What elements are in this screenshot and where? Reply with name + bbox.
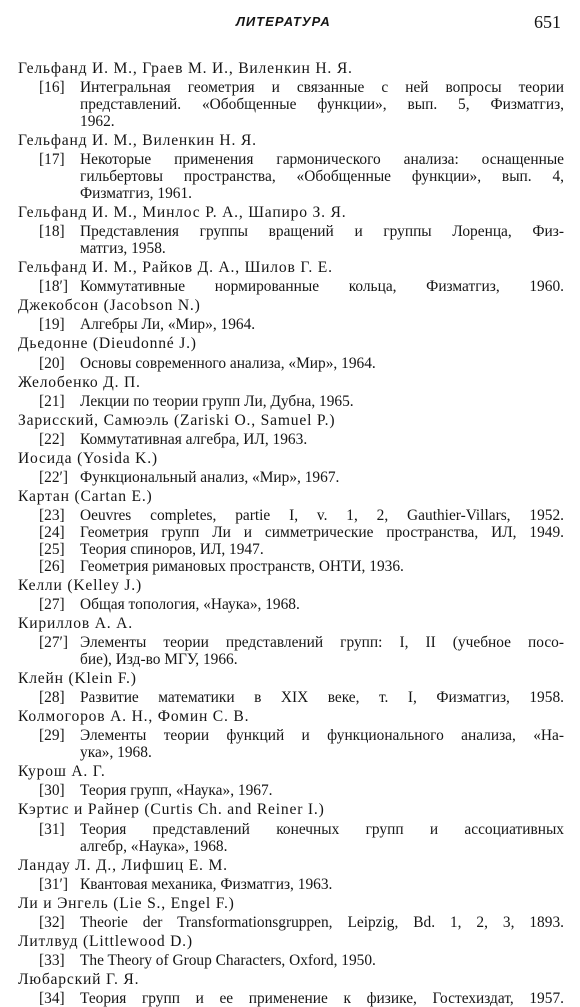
bib-entry-line: Геометрия групп Ли и симметрические пространства, ИЛ, 1949. (80, 523, 564, 541)
bib-author: Зарисский, Самюэль (Zariski O., Samuel P.) (18, 411, 336, 429)
bib-entry-line: ука», 1968. (80, 744, 152, 762)
bib-entry (0, 821, 580, 855)
bib-author: Желобенко Д. П. (18, 373, 141, 391)
page-number: 651 (534, 12, 561, 32)
bib-entry (0, 151, 580, 202)
bib-author: Джекобсон (Jacobson N.) (18, 297, 201, 315)
bib-author: Ли и Энгель (Lie S., Engel F.) (18, 894, 235, 912)
bib-entry (0, 558, 580, 575)
bib-group (0, 706, 580, 761)
running-header (0, 12, 580, 38)
bib-group (0, 410, 580, 448)
bib-entry-line: Геометрия римановых пространств, ОНТИ, 1936. (80, 557, 404, 575)
bib-author: Картан (Cartan E.) (18, 487, 153, 505)
bib-entry-number: [26] (39, 557, 65, 575)
bib-entry-number: [31′] (39, 875, 69, 893)
bib-group (0, 893, 580, 931)
bibliography-list (0, 58, 580, 1007)
bib-entry-number: [25] (39, 540, 65, 558)
bib-entry-number: [18′] (39, 278, 69, 296)
bib-entry (0, 393, 580, 410)
bib-entry (0, 524, 580, 541)
bib-entry-line: Теория групп, «Наука», 1967. (80, 782, 273, 800)
bib-entry (0, 876, 580, 893)
bib-author: Кэртис и Райнер (Curtis Ch. and Reiner I.) (18, 801, 325, 819)
bib-author: Ландау Л. Д., Лифшиц Е. М. (18, 856, 228, 874)
bib-entry-number: [27] (39, 596, 65, 614)
bib-entry-number: [30] (39, 782, 65, 800)
bib-group (0, 575, 580, 613)
bib-author: Гельфанд И. М., Виленкин Н. Я. (18, 132, 257, 150)
bib-entry-line: гильбертовы пространства, «Обобщенные функции», вып. 4, (80, 168, 564, 186)
bib-group (0, 486, 580, 575)
bib-entry (0, 79, 580, 130)
bib-entry (0, 541, 580, 558)
bib-entry (0, 278, 580, 295)
bib-group (0, 931, 580, 969)
bib-entry-number: [33] (39, 951, 65, 969)
running-title: ЛИТЕРАТУРА (236, 14, 331, 29)
bib-entry-line: Основы современного анализа, «Мир», 1964. (80, 354, 376, 372)
bib-entry (0, 596, 580, 613)
bib-author: Дьедонне (Dieudonné J.) (18, 335, 197, 353)
bib-author: Курош А. Г. (18, 763, 106, 781)
bib-entry-line: Некоторые применения гармонического анализа: оснащенные (80, 151, 564, 169)
bib-entry-line: Коммутативная алгебра, ИЛ, 1963. (80, 430, 308, 448)
bib-author: Келли (Kelley J.) (18, 576, 142, 594)
bib-group (0, 969, 580, 1007)
bib-author: Иосида (Yosida K.) (18, 449, 158, 467)
bib-group (0, 613, 580, 668)
bib-entry (0, 431, 580, 448)
bib-entry-number: [19] (39, 316, 65, 334)
bib-group (0, 202, 580, 257)
bib-entry-number: [16] (39, 79, 65, 97)
bib-entry-line: The Theory of Group Characters, Oxford, 1950. (80, 951, 376, 969)
bib-entry-line: Элементы теории представлений групп: I, II (учебное посо- (80, 634, 564, 652)
bib-entry (0, 507, 580, 524)
bib-entry-number: [18] (39, 223, 65, 241)
bib-entry-line: Лекции по теории групп Ли, Дубна, 1965. (80, 392, 354, 410)
bib-group (0, 799, 580, 854)
bib-entry (0, 634, 580, 668)
bib-entry-line: Квантовая механика, Физматгиз, 1963. (80, 875, 333, 893)
bib-entry-line: Функциональный анализ, «Мир», 1967. (80, 468, 340, 486)
bib-author: Литлвуд (Littlewood D.) (18, 932, 193, 950)
bib-author: Гельфанд И. М., Граев М. И., Виленкин Н. Я. (18, 60, 353, 77)
bib-group (0, 333, 580, 371)
bib-entry-line: Theorie der Transformationsgruppen, Leipzig, Bd. 1, 2, 3, 1893. (80, 913, 564, 931)
bib-entry-line: алгебр, «Наука», 1968. (80, 837, 228, 855)
bib-entry-line: Физматгиз, 1961. (80, 185, 193, 203)
bib-entry-line: Теория представлений конечных групп и ассоциативных (80, 820, 564, 838)
bib-entry-number: [22′] (39, 468, 69, 486)
bib-entry (0, 914, 580, 931)
bib-entry-line: Коммутативные нормированные кольца, Физматгиз, 1960. (80, 278, 564, 296)
bib-group (0, 761, 580, 799)
bib-group (0, 372, 580, 410)
bib-author: Кириллов А. А. (18, 615, 133, 633)
bib-group (0, 58, 580, 130)
bib-entry-line: Алгебры Ли, «Мир», 1964. (80, 316, 256, 334)
bib-author: Гельфанд И. М., Райков Д. А., Шилов Г. Е. (18, 259, 333, 277)
bib-entry (0, 727, 580, 761)
bib-entry-line: Теория групп и ее применение к физике, Гостехиздат, 1957. (80, 989, 564, 1007)
bib-entry-number: [32] (39, 913, 65, 931)
bib-author: Колмогоров А. Н., Фомин С. В. (18, 708, 250, 726)
bib-entry-line: матгиз, 1958. (80, 240, 166, 258)
bib-group (0, 668, 580, 706)
bib-entry-line: Теория спиноров, ИЛ, 1947. (80, 540, 264, 558)
bib-entry-number: [27′] (39, 634, 69, 652)
bib-entry-number: [22] (39, 430, 65, 448)
bib-entry-line: Интегральная геометрия и связанные с ней вопросы теории (80, 79, 564, 97)
bib-entry (0, 990, 580, 1007)
bib-group (0, 855, 580, 893)
bib-author: Любарский Г. Я. (18, 970, 140, 988)
bib-entry-number: [31] (39, 820, 65, 838)
bib-entry-number: [34] (39, 989, 65, 1007)
bib-entry (0, 952, 580, 969)
bib-entry-line: Развитие математики в XIX веке, т. I, Физматгиз, 1958. (80, 689, 564, 707)
bib-entry-line: Представления группы вращений и группы Лоренца, Физ- (80, 223, 564, 241)
bib-entry-line: бие), Изд-во МГУ, 1966. (80, 651, 238, 669)
bib-entry-line: Oeuvres completes, partie I, v. 1, 2, Gauthier-Villars, 1952. (80, 506, 564, 524)
bib-group (0, 448, 580, 486)
bib-entry-number: [29] (39, 727, 65, 745)
bib-entry-number: [24] (39, 523, 65, 541)
bib-entry-number: [17] (39, 151, 65, 169)
bib-entry-line: представлений. «Обобщенные функции», вып. 5, Физматгиз, (80, 96, 564, 114)
bib-entry (0, 316, 580, 333)
bib-entry-line: Общая топология, «Наука», 1968. (80, 596, 300, 614)
bib-group (0, 257, 580, 295)
bib-entry (0, 223, 580, 257)
bib-entry-number: [20] (39, 354, 65, 372)
bib-entry-line: Элементы теории функций и функционального анализа, «На- (80, 727, 564, 745)
bib-entry (0, 689, 580, 706)
bib-author: Гельфанд И. М., Минлос Р. А., Шапиро З. Я. (18, 204, 347, 222)
bib-group (0, 130, 580, 202)
bib-entry (0, 469, 580, 486)
bib-group (0, 295, 580, 333)
bib-entry (0, 355, 580, 372)
bib-author: Клейн (Klein F.) (18, 670, 137, 688)
bib-entry-number: [28] (39, 689, 65, 707)
bib-entry (0, 782, 580, 799)
bib-entry-line: 1962. (80, 113, 115, 131)
bib-entry-number: [21] (39, 392, 65, 410)
bib-entry-number: [23] (39, 506, 65, 524)
